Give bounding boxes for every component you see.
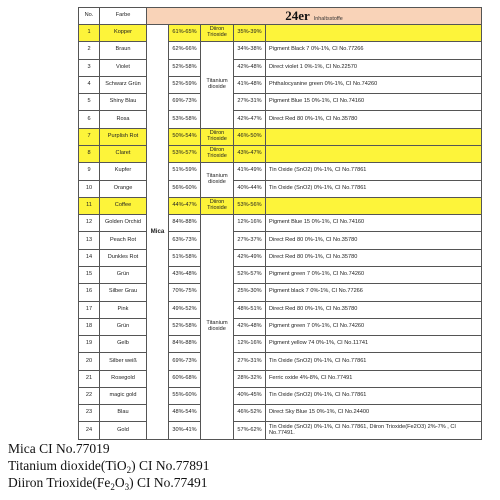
footer-diiron-text: Diiron Trioxide(Fe xyxy=(8,475,111,490)
color-name: Braun xyxy=(100,42,147,59)
color-name: Rosa xyxy=(100,111,147,128)
diiron-trioxide-label: Diiron Trioxide xyxy=(201,197,234,214)
row-number: 19 xyxy=(79,336,100,353)
mica-percentage: 60%-68% xyxy=(169,370,201,387)
color-name: Grün xyxy=(100,266,147,283)
table-row xyxy=(79,42,482,59)
mica-percentage: 69%-73% xyxy=(169,94,201,111)
ingredient-text: Phthalocyanine green 0%-1%, CI No.74260 xyxy=(266,76,482,93)
ingredient-text: Direct Red 80 0%-1%, CI No.35780 xyxy=(266,232,482,249)
second-percentage: 52%-57% xyxy=(234,266,266,283)
header-farbe: Farbe xyxy=(100,8,147,25)
table-row xyxy=(79,163,482,180)
row-number: 5 xyxy=(79,94,100,111)
ingredient-text: Ferric oxide 4%-8%, CI No.77491 xyxy=(266,370,482,387)
second-percentage: 25%-30% xyxy=(234,284,266,301)
row-number: 13 xyxy=(79,232,100,249)
second-percentage: 41%-48% xyxy=(234,76,266,93)
row-number: 3 xyxy=(79,59,100,76)
ingredient-text: Tin Oxide (SnO2) 0%-1%, CI No.77861 xyxy=(266,353,482,370)
color-name: Claret xyxy=(100,145,147,162)
ingredient-text: Pigment green 7 0%-1%, CI No.74260 xyxy=(266,318,482,335)
row-number: 21 xyxy=(79,370,100,387)
color-name: Shiny Blau xyxy=(100,94,147,111)
titanium-dioxide-label: Titanium dioxide xyxy=(201,215,234,440)
table-body xyxy=(79,8,482,440)
table-row xyxy=(79,387,482,404)
ingredient-text: Direct Red 80 0%-1%, CI No.35780 xyxy=(266,111,482,128)
color-name: magic gold xyxy=(100,387,147,404)
mica-percentage: 53%-57% xyxy=(169,145,201,162)
footer-diiron-ci: ) CI No.77491 xyxy=(129,475,208,490)
color-name: Pink xyxy=(100,301,147,318)
header-row xyxy=(79,8,482,25)
row-number: 16 xyxy=(79,284,100,301)
table-row xyxy=(79,25,482,42)
row-number: 11 xyxy=(79,197,100,214)
row-number: 17 xyxy=(79,301,100,318)
mica-percentage: 63%-73% xyxy=(169,232,201,249)
mica-percentage: 30%-41% xyxy=(169,422,201,439)
footer-titanium-ci: ) CI No.77891 xyxy=(131,458,210,473)
second-percentage: 40%-44% xyxy=(234,180,266,197)
ingredient-text xyxy=(266,25,482,42)
ingredient-text: Pigment yellow 74 0%-1%, CI No.11741 xyxy=(266,336,482,353)
mica-percentage: 51%-58% xyxy=(169,249,201,266)
titanium-dioxide-label: Titanium dioxide xyxy=(201,163,234,198)
color-name: Golden Orchid xyxy=(100,215,147,232)
footer-line-titanium xyxy=(8,458,210,475)
mica-percentage: 55%-60% xyxy=(169,387,201,404)
second-percentage: 35%-39% xyxy=(234,25,266,42)
table-row xyxy=(79,128,482,145)
second-percentage: 40%-45% xyxy=(234,387,266,404)
titanium-dioxide-label: Titanium dioxide xyxy=(201,42,234,128)
color-name: Schwarz Grün xyxy=(100,76,147,93)
mica-percentage: 50%-54% xyxy=(169,128,201,145)
row-number: 10 xyxy=(79,180,100,197)
mica-percentage: 49%-52% xyxy=(169,301,201,318)
color-name: Purplish Rot xyxy=(100,128,147,145)
ingredient-text: Pigment black 7 0%-1%, CI No.77266 xyxy=(266,284,482,301)
table-row xyxy=(79,232,482,249)
ingredient-text: Tin Oxide (SnO2) 0%-1%, CI No.77861 xyxy=(266,163,482,180)
color-name: Kopper xyxy=(100,25,147,42)
footer-diiron-subscript-1: 2 xyxy=(110,482,115,492)
ingredient-text: Tin Oxide (SnO2) 0%-1%, CI No.77861, Diiron Trioxide(Fe2O3) 2%-7% , CI No.77491. xyxy=(266,422,482,439)
header-title xyxy=(147,8,482,25)
table-row xyxy=(79,215,482,232)
table-row xyxy=(79,59,482,76)
second-percentage: 42%-48% xyxy=(234,59,266,76)
second-percentage: 53%-56% xyxy=(234,197,266,214)
ingredient-text: Direct Sky Blue 15 0%-1%, CI No.24400 xyxy=(266,405,482,422)
second-percentage: 46%-50% xyxy=(234,128,266,145)
product-title: 24er xyxy=(285,8,310,24)
row-number: 20 xyxy=(79,353,100,370)
row-number: 8 xyxy=(79,145,100,162)
footer-mica-text: Mica CI No.77019 xyxy=(8,441,110,456)
ingredient-text: Pigment Blue 15 0%-1%, CI No.74160 xyxy=(266,94,482,111)
second-percentage: 42%-47% xyxy=(234,111,266,128)
ingredient-text: Direct Red 80 0%-1%, CI No.35780 xyxy=(266,249,482,266)
header-no: No. xyxy=(79,8,100,25)
mica-percentage: 62%-66% xyxy=(169,42,201,59)
ingredient-text xyxy=(266,128,482,145)
mica-percentage: 52%-58% xyxy=(169,318,201,335)
footer-diiron-subscript-2: 3 xyxy=(124,482,130,492)
ingredient-text xyxy=(266,197,482,214)
table-row xyxy=(79,266,482,283)
footer-titanium-subscript: 2 xyxy=(126,465,132,475)
mica-percentage: 43%-48% xyxy=(169,266,201,283)
second-percentage: 43%-47% xyxy=(234,145,266,162)
footer-diiron-o: O xyxy=(114,475,125,490)
ingredient-text: Direct Red 80 0%-1%, CI No.35780 xyxy=(266,301,482,318)
color-name: Peach Rot xyxy=(100,232,147,249)
ingredient-text: Pigment green 7 0%-1%, CI No.74260 xyxy=(266,266,482,283)
table-row xyxy=(79,197,482,214)
row-number: 18 xyxy=(79,318,100,335)
row-number: 24 xyxy=(79,422,100,439)
row-number: 23 xyxy=(79,405,100,422)
pigment-table xyxy=(78,7,482,440)
mica-percentage: 69%-73% xyxy=(169,353,201,370)
second-percentage: 57%-62% xyxy=(234,422,266,439)
table-row xyxy=(79,111,482,128)
diiron-trioxide-label: Diiron Trioxide xyxy=(201,128,234,145)
second-percentage: 27%-31% xyxy=(234,353,266,370)
second-percentage: 27%-37% xyxy=(234,232,266,249)
mica-percentage: 84%-88% xyxy=(169,215,201,232)
second-percentage: 34%-38% xyxy=(234,42,266,59)
table-row xyxy=(79,249,482,266)
row-number: 14 xyxy=(79,249,100,266)
color-name: Gelb xyxy=(100,336,147,353)
color-name: Violet xyxy=(100,59,147,76)
table-row xyxy=(79,94,482,111)
color-name: Grün xyxy=(100,318,147,335)
mica-percentage: 44%-47% xyxy=(169,197,201,214)
second-percentage: 12%-16% xyxy=(234,336,266,353)
color-name: Dunkles Rot xyxy=(100,249,147,266)
color-name: Orange xyxy=(100,180,147,197)
mica-percentage: 51%-59% xyxy=(169,163,201,180)
footer-line-mica xyxy=(8,441,110,457)
mica-percentage: 52%-58% xyxy=(169,59,201,76)
row-number: 7 xyxy=(79,128,100,145)
row-number: 4 xyxy=(79,76,100,93)
second-percentage: 42%-48% xyxy=(234,318,266,335)
footer-titanium-text: Titanium dioxide(TiO xyxy=(8,458,127,473)
mica-percentage: 61%-65% xyxy=(169,25,201,42)
color-name: Blau xyxy=(100,405,147,422)
table-row xyxy=(79,353,482,370)
table-row xyxy=(79,180,482,197)
second-percentage: 46%-52% xyxy=(234,405,266,422)
table-row xyxy=(79,76,482,93)
row-number: 15 xyxy=(79,266,100,283)
mica-percentage: 56%-60% xyxy=(169,180,201,197)
mica-percentage: 84%-88% xyxy=(169,336,201,353)
row-number: 1 xyxy=(79,25,100,42)
mica-percentage: 52%-59% xyxy=(169,76,201,93)
second-percentage: 48%-51% xyxy=(234,301,266,318)
table-row xyxy=(79,336,482,353)
color-name: Kupfer xyxy=(100,163,147,180)
diiron-trioxide-label: Diiron Trioxide xyxy=(201,145,234,162)
row-number: 12 xyxy=(79,215,100,232)
table-row xyxy=(79,422,482,439)
second-percentage: 12%-16% xyxy=(234,215,266,232)
ingredient-text: Pigment Blue 15 0%-1%, CI No.74160 xyxy=(266,215,482,232)
ingredient-text xyxy=(266,145,482,162)
color-name: Rosegold xyxy=(100,370,147,387)
second-percentage: 41%-49% xyxy=(234,163,266,180)
second-percentage: 28%-32% xyxy=(234,370,266,387)
mica-percentage: 53%-58% xyxy=(169,111,201,128)
ingredient-text: Tin Oxide (SnO2) 0%-1%, CI No.77861 xyxy=(266,387,482,404)
ingredient-text: Direct violet 1 0%-1%, CI No.22570 xyxy=(266,59,482,76)
mica-percentage: 48%-54% xyxy=(169,405,201,422)
color-name: Coffee xyxy=(100,197,147,214)
color-name: Gold xyxy=(100,422,147,439)
table-row xyxy=(79,405,482,422)
table-row xyxy=(79,301,482,318)
table-row xyxy=(79,370,482,387)
table-row xyxy=(79,145,482,162)
row-number: 9 xyxy=(79,163,100,180)
color-name: Silber Grau xyxy=(100,284,147,301)
diiron-trioxide-label: Diiron Trioxide xyxy=(201,25,234,42)
ingredient-text: Pigment Black 7 0%-1%, CI No.77266 xyxy=(266,42,482,59)
pigment-table-container xyxy=(78,7,481,439)
row-number: 22 xyxy=(79,387,100,404)
ingredients-heading: Inhaltsstoffe xyxy=(313,16,343,23)
second-percentage: 27%-31% xyxy=(234,94,266,111)
table-row xyxy=(79,318,482,335)
footer-line-diiron xyxy=(8,475,208,492)
color-name: Silber weiß xyxy=(100,353,147,370)
second-percentage: 42%-49% xyxy=(234,249,266,266)
mica-percentage: 70%-75% xyxy=(169,284,201,301)
ingredient-text: Tin Oxide (SnO2) 0%-1%, CI No.77861 xyxy=(266,180,482,197)
row-number: 6 xyxy=(79,111,100,128)
row-number: 2 xyxy=(79,42,100,59)
mica-group-label: Mica xyxy=(147,25,169,440)
table-row xyxy=(79,284,482,301)
